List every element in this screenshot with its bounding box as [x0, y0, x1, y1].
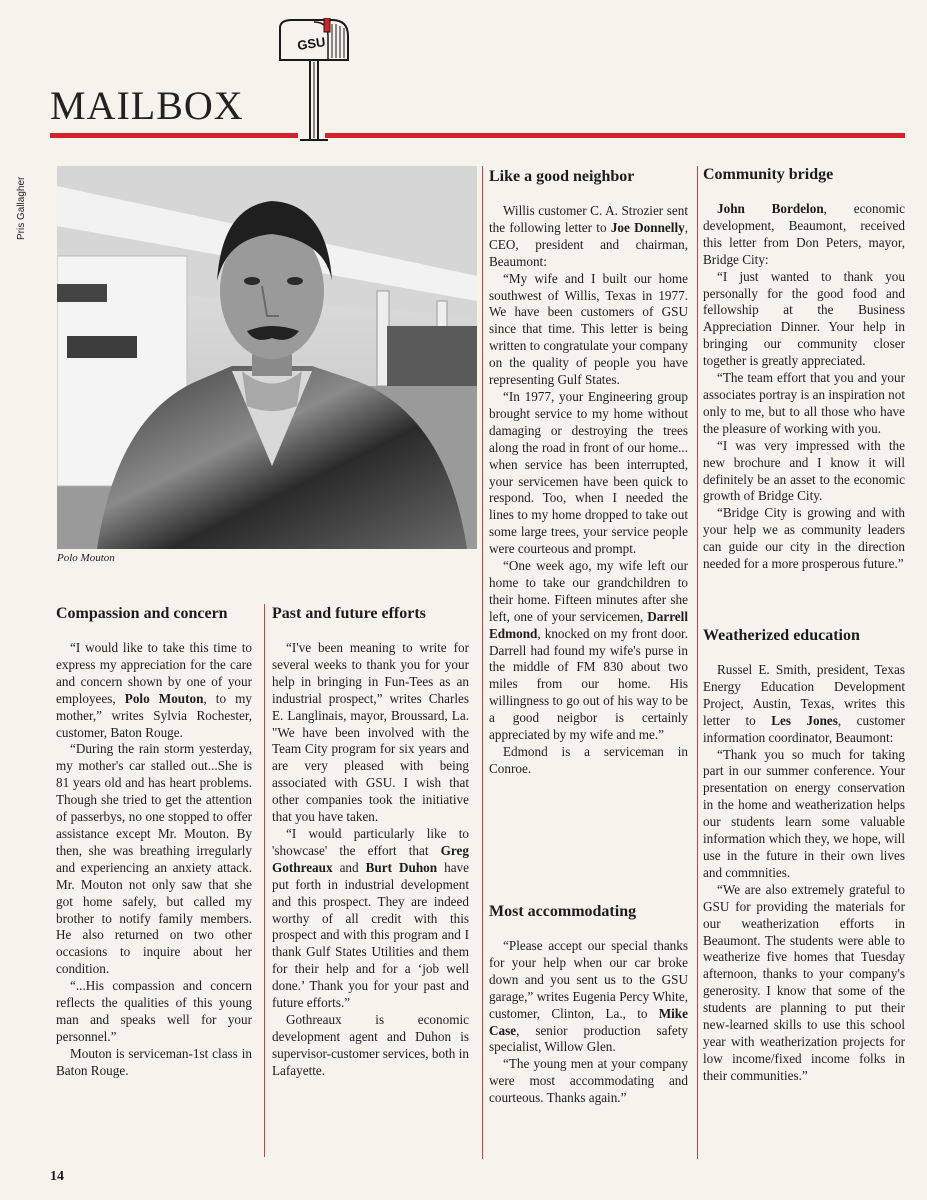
- paragraph: Mouton is serviceman-1st class in Baton Rouge.: [56, 1045, 252, 1078]
- heading-past-future: Past and future efforts: [272, 605, 426, 622]
- paragraph: “The team effort that you and your associates portray is an inspiration not only to me, but to all those who have the pleasure of working with you.: [703, 370, 905, 436]
- paragraph: “...His compassion and concern reflects the qualities of this young man and speaks well for your personnel.”: [56, 978, 252, 1044]
- paragraph: “Please accept our special thanks for your help when our car broke down and you sent us to the GSU garage,” writes Eugenia Percy White, customer, Clinton, La., to Mike Case, senior production safety specialist, Willow Glen.: [489, 938, 688, 1055]
- article-neighbor: [489, 167, 688, 778]
- article-weatherized: [703, 626, 905, 1085]
- heading-compassion: Compassion and concern: [56, 605, 228, 622]
- page-number: 14: [50, 1169, 64, 1184]
- paragraph: Willis customer C. A. Strozier sent the following letter to Joe Donnelly, CEO, president and chairman, Beaumont:: [489, 203, 688, 269]
- paragraph: “We are also extremely grateful to GSU for providing the materials for our weatherization efforts in Beaumont. The students were able to weatherize five homes that Tuesday afternoon, thanks to your company's generosity. I know that some of the students are planning to put their new-learned skills to use this school year with weatherization projects for low income/fixed income folks in their communities.”: [703, 881, 905, 1083]
- article-bridge: [703, 165, 905, 573]
- header-rule-left: [50, 133, 298, 138]
- mailbox-label: GSU: [296, 34, 327, 53]
- paragraph: “I just wanted to thank you personally for the good food and fellowship at the Business Appreciation Dinner. Your help in bringing our community closer together is greatly appreciated.: [703, 268, 905, 369]
- person-name: Greg Gothreaux: [272, 842, 469, 875]
- photo-credit: Pris Gallagher: [16, 176, 27, 240]
- article-compassion: [56, 604, 252, 1080]
- paragraph: Gothreaux is economic development agent and Duhon is supervisor-customer services, both in Lafayette.: [272, 1011, 469, 1078]
- heading-bridge: Community bridge: [703, 166, 834, 183]
- paragraph: “Thank you so much for taking part in our summer conference. Your presentation on energy conservation in the home and weatherization helps our students learn some valuable information which they, we hope, will use in the future in their own lives and commnities.: [703, 746, 905, 880]
- portrait-photo: [57, 166, 477, 549]
- column-rule-1: [264, 604, 265, 1157]
- person-name: Les Jones: [771, 712, 838, 728]
- person-name: Burt Duhon: [365, 859, 438, 875]
- person-name: John Bordelon: [717, 201, 824, 216]
- paragraph: “In 1977, your Engineering group brought service to my home without damaging or destroying the trees along the road in front of our home... when service has been interrupted, your servicemen have been quick to respond. Too, when I needed the lines to my home dropped to take out some large trees, your service people were courteous and prompt.: [489, 388, 688, 557]
- column-rule-2: [482, 166, 483, 1159]
- heading-weatherized: Weatherized education: [703, 627, 860, 644]
- heading-neighbor: Like a good neighbor: [489, 168, 635, 185]
- paragraph: Russel E. Smith, president, Texas Energy Education Development Project, Austin, Texas, writes this letter to Les Jones, customer information coordinator, Beaumont:: [703, 662, 905, 745]
- paragraph: Edmond is a serviceman in Conroe.: [489, 744, 688, 776]
- person-name: Polo Mouton: [124, 690, 204, 706]
- paragraph: “I would like to take this time to express my appreciation for the care and concern shown by one of your employees, Polo Mouton, to my mother,” writes Sylvia Rochester, customer, Baton Rouge.: [56, 640, 252, 740]
- person-name: Mike Case: [489, 1005, 688, 1038]
- photo-caption: Polo Mouton: [57, 552, 115, 564]
- paragraph: “I would particularly like to 'showcase' the effort that Greg Gothreaux and Burt Duhon have put forth in industrial development and this prospect. They are indeed worthy of all credit with this prospect and with this program and I thank Gulf States Utilities and them for their help and for a ‘job well done.’ Thank you for your past and future efforts.”: [272, 825, 469, 1011]
- paragraph: “My wife and I built our home southwest of Willis, Texas in 1977. We have been customers of GSU since that time. This letter is being written to congratulate your company on the quality of people you have representing Gulf States.: [489, 270, 688, 388]
- paragraph: “One week ago, my wife left our home to take our grandchildren to their home. Fifteen minutes after she left, one of your servicemen, Darrell Edmond, knocked on my front door. Darrell had found my wife's purse in the middle of FM 830 about two miles from our home. His willingness to go out of his way to be a good neigbor is certainly appreciated by my wife and me.”: [489, 558, 688, 743]
- paragraph: John Bordelon, economic development, Beaumont, received this letter from Don Peters, mayor, Bridge City:: [703, 201, 905, 267]
- mailbox-illustration: [272, 18, 352, 144]
- article-past-future: [272, 604, 469, 1080]
- paragraph: “The young men at your company were most accommodating and courteous. Thanks again.”: [489, 1056, 688, 1106]
- paragraph: “I've been meaning to write for several weeks to thank you for your help in bringing in Fun-Tees as an industrial prospect,” writes Charles E. Langlinais, mayor, Broussard, La. "We have been involved with the Team City program for six years and are very pleased with being associated with GSU. I wish that other companies took the initiative that you have taken.: [272, 640, 469, 825]
- column-rule-3: [697, 166, 698, 1159]
- header-rule-right: [325, 133, 905, 138]
- paragraph: “Bridge City is growing and with your help we as community leaders can guide our city in the direction needed for a more prosperous future.”: [703, 505, 905, 572]
- heading-accommodating: Most accommodating: [489, 903, 637, 920]
- page-title: MAILBOX: [50, 83, 244, 128]
- paragraph: “During the rain storm yesterday, my mother's car stalled out...She is 81 years old and has heart problems. Though she tried to get the attention of passerbys, no one stopped to offer assistance except Mr. Mouton. By then, she was breathing irregularly and experiencing an anxiety attack. Mr. Mouton not only saw that she got home safely, but called my brother to notify family members. He also returned on two other occasions to inquire about her condition.: [56, 741, 252, 977]
- person-name: Darrell Edmond: [489, 608, 688, 641]
- paragraph: “I was very impressed with the new brochure and I know it will definitely be an asset to the economic growth of Bridge City.: [703, 437, 905, 504]
- article-accommodating: [489, 902, 688, 1107]
- person-name: Joe Donnelly: [610, 219, 685, 235]
